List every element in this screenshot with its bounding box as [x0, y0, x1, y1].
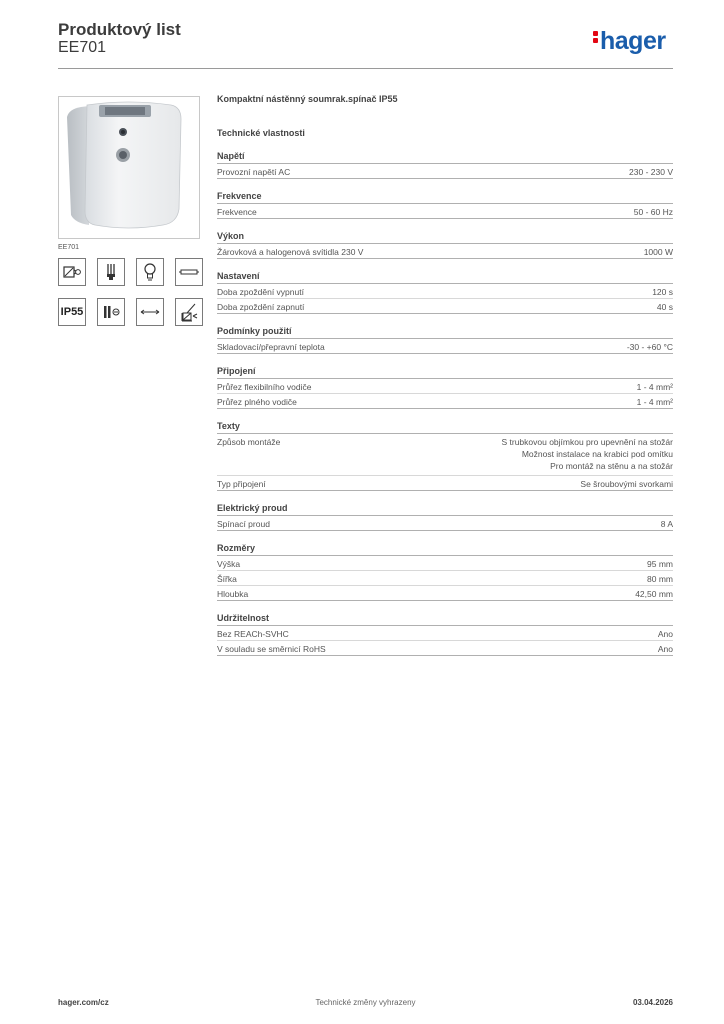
spec-row	[217, 556, 673, 571]
spec-value: S trubkovou objímkou pro upevnění na stožár Možnost instalace na krabici pod omítku Pro montáž na stěnu a na stožár	[501, 437, 673, 471]
spec-section	[217, 611, 673, 656]
spec-label: V souladu se směrnicí RoHS	[217, 644, 326, 654]
product-description: Kompaktní nástěnný soumrak.spínač IP55	[217, 94, 398, 104]
header-rule	[58, 68, 673, 69]
logo-dots-icon	[593, 29, 598, 45]
wire-length-icon	[136, 298, 164, 326]
spec-value: 1000 W	[643, 247, 673, 257]
ip55-rating-icon	[58, 298, 86, 326]
spec-value: 40 s	[656, 302, 673, 312]
section-title: Rozměry	[217, 541, 673, 556]
footer-website-link[interactable]: hager.com/cz	[58, 998, 109, 1007]
hager-logo[interactable]	[593, 26, 666, 56]
section-title: Napětí	[217, 149, 673, 164]
spec-label: Bez REACh-SVHC	[217, 629, 289, 639]
spec-row	[217, 379, 673, 394]
spec-section	[217, 419, 673, 491]
spec-row	[217, 204, 673, 219]
twilight-switch-icon	[58, 258, 86, 286]
ip55-label: IP55	[60, 306, 84, 318]
spec-section	[217, 269, 673, 314]
specifications	[217, 92, 673, 666]
tube-lamp-icon	[175, 258, 203, 286]
spec-label: Doba zpoždění zapnutí	[217, 302, 305, 312]
spec-value: 95 mm	[647, 559, 673, 569]
terminal-screw-icon	[97, 298, 125, 326]
spec-label: Spínací proud	[217, 519, 270, 529]
spec-row	[217, 434, 673, 476]
spec-row	[217, 299, 673, 314]
spec-label: Výška	[217, 559, 241, 569]
section-title: Nastavení	[217, 269, 673, 284]
footer-disclaimer: Technické změny vyhrazeny	[315, 998, 416, 1007]
spec-section	[217, 324, 673, 354]
logo-text: hager	[600, 27, 666, 55]
image-caption: EE701	[58, 244, 80, 251]
spec-value: Ano	[657, 629, 673, 639]
spec-label: Šířka	[217, 574, 237, 584]
spec-value: 50 - 60 Hz	[633, 207, 673, 217]
spec-section	[217, 501, 673, 531]
spec-label: Doba zpoždění vypnutí	[217, 287, 304, 297]
fluorescent-lamp-icon	[97, 258, 125, 286]
spec-label: Způsob montáže	[217, 437, 281, 447]
section-title: Výkon	[217, 229, 673, 244]
spec-value: 1 - 4 mm²	[636, 397, 673, 407]
product-photo-icon	[59, 97, 199, 238]
spec-value: -30 - +60 °C	[626, 342, 673, 352]
spec-label: Provozní napětí AC	[217, 167, 291, 177]
spec-label: Průřez flexibilního vodiče	[217, 382, 312, 392]
spec-value: 120 s	[652, 287, 673, 297]
section-title: Podmínky použití	[217, 324, 673, 339]
section-title: Texty	[217, 419, 673, 434]
spec-value: 230 - 230 V	[629, 167, 673, 177]
spec-row	[217, 244, 673, 259]
spec-row	[217, 394, 673, 409]
wall-mount-icon	[175, 298, 203, 326]
spec-label: Žárovková a halogenová svítidla 230 V	[217, 247, 364, 257]
spec-row	[217, 586, 673, 601]
header-title: Produktový list	[58, 20, 181, 39]
spec-value: 42,50 mm	[635, 589, 673, 599]
section-title: Připojení	[217, 364, 673, 379]
spec-label: Typ připojení	[217, 479, 266, 489]
spec-row	[217, 284, 673, 299]
spec-value: 80 mm	[647, 574, 673, 584]
spec-section	[217, 189, 673, 219]
spec-row	[217, 641, 673, 656]
spec-row	[217, 339, 673, 354]
spec-label: Hloubka	[217, 589, 249, 599]
spec-sections	[217, 149, 673, 656]
light-bulb-icon	[136, 258, 164, 286]
spec-section	[217, 364, 673, 409]
spec-section	[217, 541, 673, 601]
spec-row	[217, 516, 673, 531]
spec-value: Ano	[657, 644, 673, 654]
spec-value: 1 - 4 mm²	[636, 382, 673, 392]
product-code: EE701	[58, 39, 107, 56]
spec-row	[217, 571, 673, 586]
spec-row	[217, 476, 673, 491]
tech-heading: Technické vlastnosti	[217, 128, 305, 138]
spec-row	[217, 626, 673, 641]
spec-label: Frekvence	[217, 207, 257, 217]
product-image	[58, 96, 200, 239]
spec-label: Skladovací/přepravní teplota	[217, 342, 325, 352]
spec-label: Průřez plného vodiče	[217, 397, 297, 407]
section-title: Frekvence	[217, 189, 673, 204]
spec-value: 8 A	[660, 519, 673, 529]
footer	[58, 998, 673, 1010]
spec-row	[217, 164, 673, 179]
spec-value: Se šroubovými svorkami	[580, 479, 673, 489]
spec-section	[217, 229, 673, 259]
section-title: Udržitelnost	[217, 611, 673, 626]
footer-date: 03.04.2026	[632, 998, 673, 1007]
spec-section	[217, 149, 673, 179]
section-title: Elektrický proud	[217, 501, 673, 516]
